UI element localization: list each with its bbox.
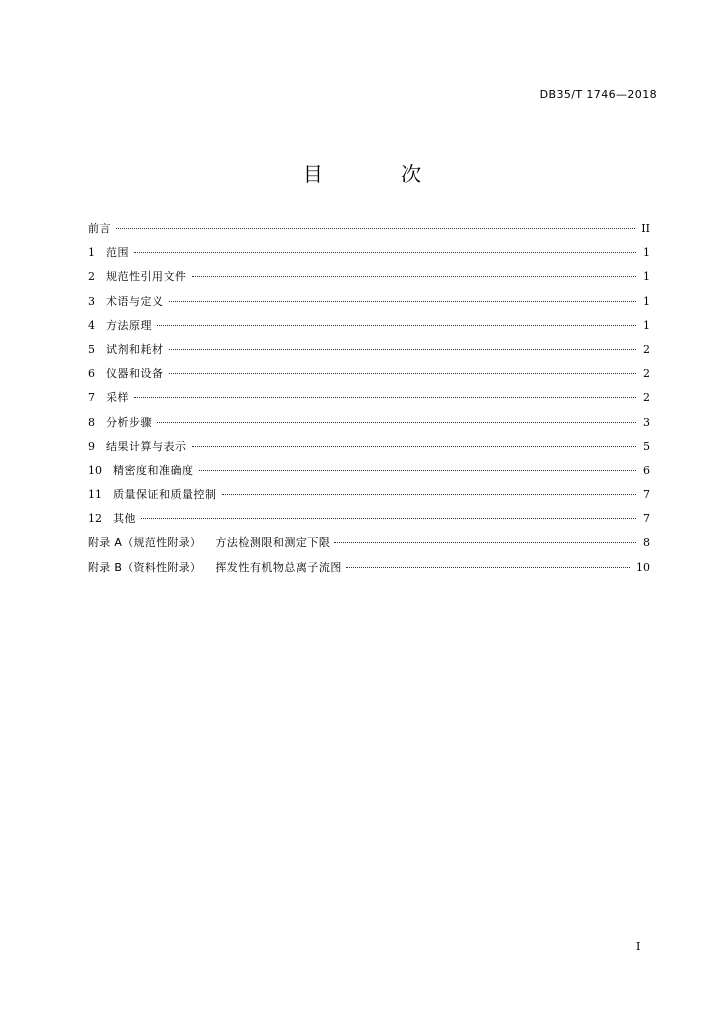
dot-leader bbox=[192, 434, 637, 447]
toc-entry-label: 分析步骤 bbox=[106, 415, 152, 429]
table-of-contents bbox=[88, 217, 650, 580]
toc-entry-label: 结果计算与表示 bbox=[106, 439, 187, 453]
toc-entry-label: 范围 bbox=[106, 246, 129, 260]
toc-entry-label: 术语与定义 bbox=[106, 294, 164, 308]
toc-annex-heading: 附录 B（资料性附录） bbox=[88, 560, 202, 574]
document-code: DB35/T 1746—2018 bbox=[539, 88, 657, 101]
toc-entry-12[interactable] bbox=[88, 507, 650, 531]
toc-annex-title: 方法检测限和测定下限 bbox=[215, 536, 331, 550]
dot-leader bbox=[134, 385, 636, 398]
toc-entry-page: 10 bbox=[636, 560, 650, 574]
toc-entry-label: 前言 bbox=[88, 222, 111, 235]
toc-entry-page: 8 bbox=[643, 536, 650, 550]
toc-entry-page: 1 bbox=[643, 246, 650, 260]
dot-leader bbox=[116, 216, 635, 229]
toc-entry-number: 2 bbox=[88, 270, 95, 284]
toc-entry-page: 1 bbox=[643, 270, 650, 284]
dot-leader bbox=[199, 458, 637, 471]
toc-entry-number: 3 bbox=[88, 294, 95, 308]
toc-entry-1[interactable] bbox=[88, 241, 650, 265]
dot-leader bbox=[192, 264, 637, 277]
toc-entry-label: 精密度和准确度 bbox=[113, 463, 194, 477]
toc-entry-page: 2 bbox=[643, 342, 650, 356]
dot-leader bbox=[141, 506, 636, 519]
toc-entry-number: 12 bbox=[88, 512, 102, 526]
dot-leader bbox=[157, 313, 636, 326]
toc-entry-page: 7 bbox=[643, 488, 650, 502]
toc-entry-page: 3 bbox=[643, 415, 650, 429]
toc-entry-8[interactable] bbox=[88, 411, 650, 435]
toc-entry-number: 8 bbox=[88, 415, 95, 429]
toc-annex-heading: 附录 A（规范性附录） bbox=[88, 536, 202, 550]
toc-entry-label: 质量保证和质量控制 bbox=[113, 488, 217, 502]
toc-entry-5[interactable] bbox=[88, 338, 650, 362]
toc-entry-2[interactable] bbox=[88, 265, 650, 289]
toc-entry-7[interactable] bbox=[88, 386, 650, 410]
toc-entry-number: 11 bbox=[88, 488, 102, 502]
toc-title: 目 次 bbox=[302, 162, 458, 186]
toc-entry-number: 6 bbox=[88, 367, 95, 381]
dot-leader bbox=[346, 555, 630, 568]
dot-leader bbox=[169, 289, 637, 302]
toc-entry-page: 1 bbox=[643, 294, 650, 308]
toc-entry-page: 6 bbox=[643, 463, 650, 477]
toc-entry-annex-b[interactable] bbox=[88, 556, 650, 580]
toc-entry-number: 10 bbox=[88, 463, 102, 477]
toc-entry-label: 仪器和设备 bbox=[106, 367, 164, 381]
toc-entry-10[interactable] bbox=[88, 459, 650, 483]
toc-entry-page: 2 bbox=[643, 367, 650, 381]
toc-entry-page: II bbox=[641, 222, 650, 235]
toc-entry-label: 方法原理 bbox=[106, 318, 152, 332]
dot-leader bbox=[169, 361, 637, 374]
toc-entry-label: 试剂和耗材 bbox=[106, 342, 164, 356]
toc-entry-foreword[interactable] bbox=[88, 217, 650, 241]
toc-entry-annex-a[interactable] bbox=[88, 531, 650, 555]
toc-entry-number: 9 bbox=[88, 439, 95, 453]
dot-leader bbox=[334, 530, 636, 543]
toc-entry-label: 规范性引用文件 bbox=[106, 270, 187, 284]
toc-entry-3[interactable] bbox=[88, 290, 650, 314]
toc-entry-11[interactable] bbox=[88, 483, 650, 507]
toc-entry-number: 4 bbox=[88, 318, 95, 332]
toc-entry-9[interactable] bbox=[88, 435, 650, 459]
toc-entry-page: 2 bbox=[643, 391, 650, 405]
toc-entry-label: 采样 bbox=[106, 391, 129, 405]
toc-entry-number: 7 bbox=[88, 391, 95, 405]
toc-entry-page: 1 bbox=[643, 318, 650, 332]
toc-entry-6[interactable] bbox=[88, 362, 650, 386]
dot-leader bbox=[134, 240, 636, 253]
toc-annex-title: 挥发性有机物总离子流图 bbox=[215, 560, 342, 574]
toc-entry-4[interactable] bbox=[88, 314, 650, 338]
toc-entry-number: 1 bbox=[88, 246, 95, 260]
toc-entry-page: 7 bbox=[643, 512, 650, 526]
dot-leader bbox=[169, 337, 637, 350]
toc-entry-label: 其他 bbox=[113, 512, 136, 526]
toc-entry-page: 5 bbox=[643, 439, 650, 453]
toc-entry-number: 5 bbox=[88, 342, 95, 356]
dot-leader bbox=[157, 410, 636, 423]
page-number: I bbox=[636, 940, 641, 953]
dot-leader bbox=[222, 482, 637, 495]
